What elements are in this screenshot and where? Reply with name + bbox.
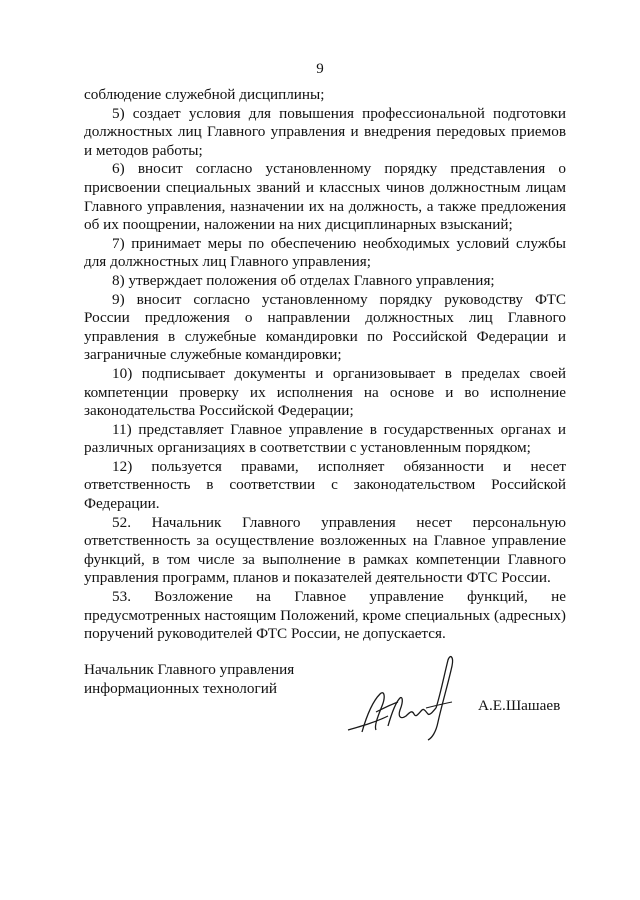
paragraph-item-11: 11) представляет Главное управление в государственных органах и различных организациях в соответствии с установленным порядком; <box>84 420 566 457</box>
paragraph-item-8: 8) утверждает положения об отделах Главного управления; <box>112 271 495 289</box>
paragraph-item-6: 6) вносит согласно установленному порядку представления о присвоении специальных званий и классных чинов должностным лицам Главного управления, назначении их на должность, а также предложения об их поощрении, наложении на них дисциплинарных взысканий; <box>84 160 566 234</box>
signer-position-line-1: Начальник Главного управления <box>84 661 295 678</box>
paragraph-item-10: 10) подписывает документы и организовывает в пределах своей компетенции проверку их исполнения на основе и во исполнение законодательства Российской Федерации; <box>84 364 566 420</box>
paragraph-item-5: 5) создает условия для повышения профессиональной подготовки должностных лиц Главного управления и внедрения передовых приемов и методов работы; <box>84 104 566 159</box>
paragraph-continuation: соблюдение служебной дисциплины; <box>84 86 325 103</box>
document-body <box>84 86 566 644</box>
paragraph-item-12: 12) пользуется правами, исполняет обязанности и несет ответственность в соответствии с законодательством Российской Федерации. <box>84 457 566 513</box>
signer-position <box>84 660 294 698</box>
paragraph-item-9: 9) вносит согласно установленному порядку руководству ФТС России предложения о направлении должностных лиц Главного управления в служебные командировки по Российской Федерации и заграничные служебные командировки; <box>84 290 566 364</box>
handwritten-signature <box>340 652 470 742</box>
signer-position-line-2: информационных технологий <box>84 680 277 697</box>
paragraph-clause-53: 53. Возложение на Главное управление функций, не предусмотренных настоящим Положений, кроме специальных (адресных) поручений руководителей ФТС России, не допускается. <box>84 588 566 643</box>
paragraph-clause-52: 52. Начальник Главного управления несет персональную ответственность за осуществление возложенных на Главное управление функций, в том числе за выполнение в рамках компетенции Главного управления программ, планов и показателей деятельности ФТС России. <box>84 513 566 587</box>
page-number: 9 <box>316 61 324 77</box>
paragraph-item-7: 7) принимает меры по обеспечению необходимых условий службы для должностных лиц Главного управления; <box>84 234 566 271</box>
signer-name: А.Е.Шашаев <box>478 697 561 714</box>
